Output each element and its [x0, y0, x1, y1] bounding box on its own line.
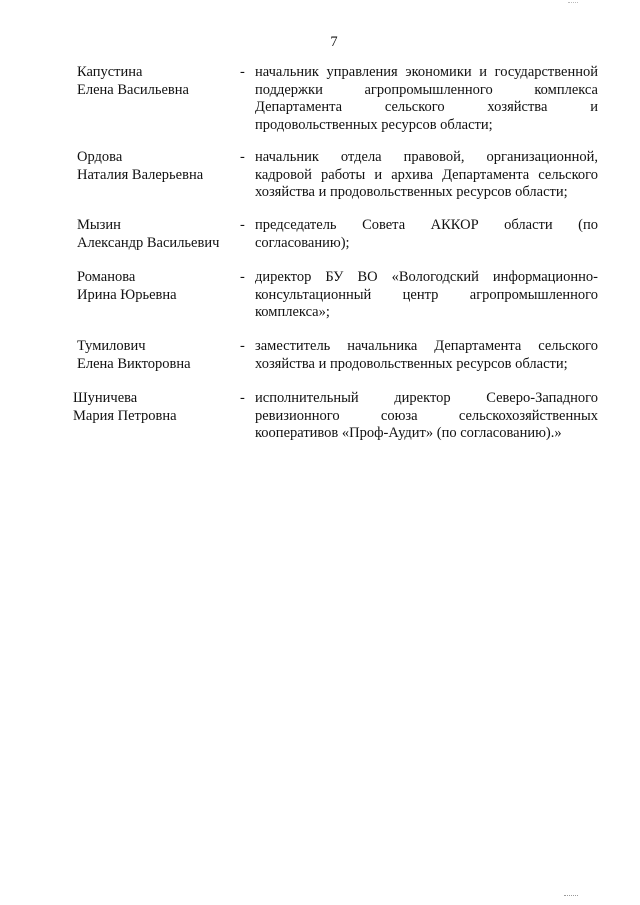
- separator-dash: -: [240, 149, 245, 165]
- member-position: [255, 149, 598, 202]
- separator-dash: -: [240, 338, 245, 354]
- position-line: Департамента сельского хозяйства и: [255, 99, 598, 115]
- position-line: заместитель начальника Департамента сельского: [255, 338, 598, 354]
- member-given-name: Александр Васильевич: [77, 234, 220, 251]
- member-position: [255, 64, 598, 134]
- member-name: [77, 269, 237, 304]
- position-line: директор БУ ВО «Вологодский информационно-: [255, 269, 598, 285]
- page-number: 7: [330, 34, 338, 50]
- member-position: [255, 269, 598, 322]
- position-line: хозяйства и продовольственных ресурсов области;: [255, 184, 568, 200]
- separator-dash: -: [240, 64, 245, 80]
- position-line: хозяйства и продовольственных ресурсов области;: [255, 355, 568, 372]
- member-given-name: Елена Васильевна: [77, 81, 189, 98]
- member-surname: Мызин: [77, 217, 121, 233]
- member-given-name: Елена Викторовна: [77, 355, 191, 372]
- separator-dash: -: [240, 217, 245, 233]
- position-line: поддержки агропромышленного комплекса: [255, 81, 598, 98]
- member-given-name: Ирина Юрьевна: [77, 286, 177, 303]
- position-line: начальник управления экономики и государственной: [255, 64, 598, 80]
- position-line: консультационный центр агропромышленного: [255, 286, 598, 303]
- position-line: исполнительный директор Северо-Западного: [255, 390, 598, 406]
- member-position: [255, 390, 598, 443]
- member-position: [255, 338, 598, 373]
- position-line: начальник отдела правовой, организационной,: [255, 149, 598, 165]
- member-name: [73, 390, 233, 425]
- separator-dash: -: [240, 390, 245, 406]
- position-line: ревизионного союза сельскохозяйственных: [255, 407, 598, 424]
- member-surname: Шуничева: [73, 390, 138, 406]
- position-line: продовольственных ресурсов области;: [255, 116, 493, 133]
- member-surname: Романова: [77, 269, 136, 285]
- member-name: [77, 217, 237, 252]
- position-line: председатель Совета АККОР области (по: [255, 217, 598, 233]
- member-position: [255, 217, 598, 252]
- member-given-name: Мария Петровна: [73, 407, 177, 424]
- position-line: комплекса»;: [255, 304, 330, 320]
- member-surname: Ордова: [77, 149, 123, 165]
- scan-artifact-bottom: [564, 895, 578, 899]
- member-name: [77, 64, 237, 99]
- separator-dash: -: [240, 269, 245, 285]
- position-line: согласованию);: [255, 234, 350, 251]
- position-line: кадровой работы и архива Департамента сельского: [255, 166, 598, 183]
- member-name: [77, 338, 237, 373]
- member-surname: Капустина: [77, 64, 143, 80]
- scan-artifact-top: [568, 0, 578, 3]
- member-given-name: Наталия Валерьевна: [77, 166, 204, 183]
- position-line: кооперативов «Проф-Аудит» (по согласованию).»: [255, 425, 562, 441]
- member-name: [77, 149, 237, 184]
- member-surname: Тумилович: [77, 338, 146, 354]
